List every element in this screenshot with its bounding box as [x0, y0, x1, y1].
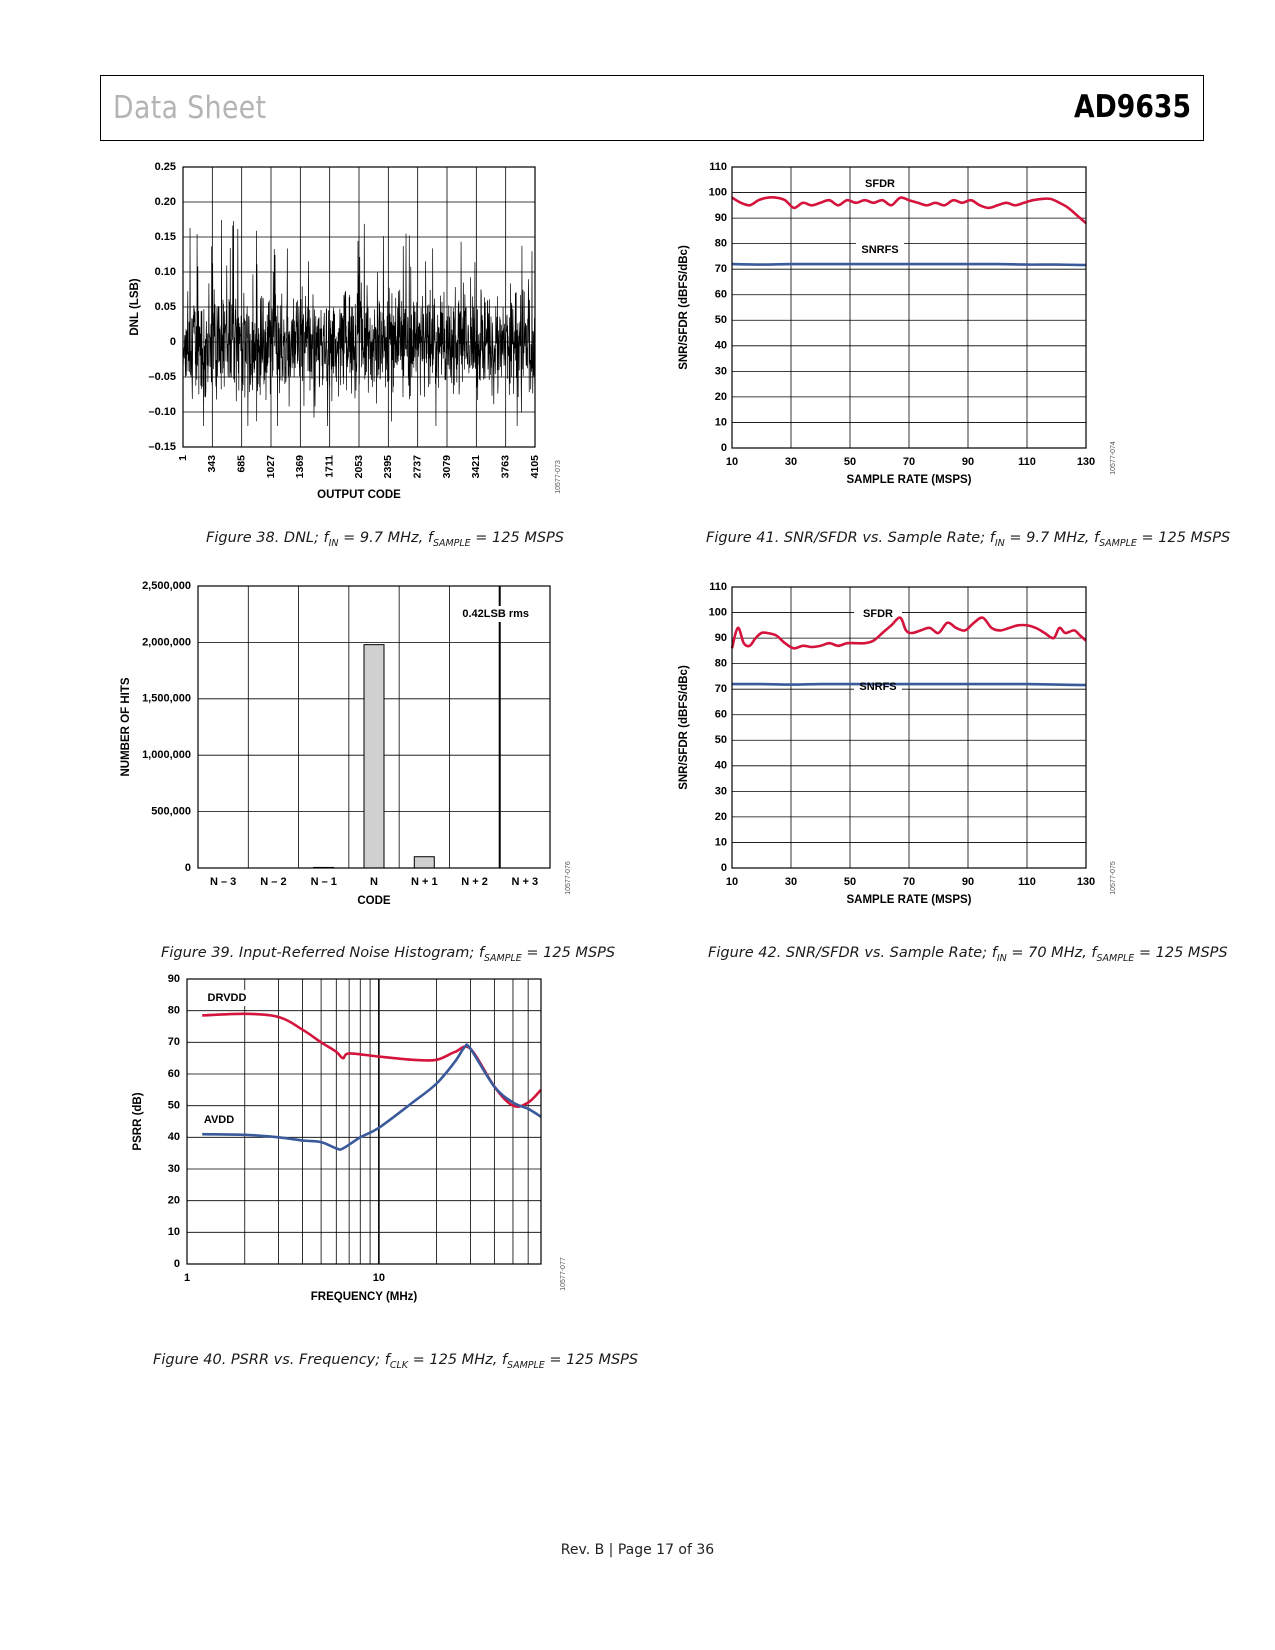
x-tick-label: 3763 — [499, 455, 512, 479]
page-header — [100, 75, 1204, 141]
y-axis-label: SNR/SFDR (dBFS/dBc) — [678, 245, 691, 370]
x-axis-label: SAMPLE RATE (MSPS) — [846, 474, 972, 487]
x-tick-label: 70 — [902, 875, 916, 888]
y-axis-label: SNR/SFDR (dBFS/dBc) — [678, 665, 691, 790]
y-tick-label: 70 — [714, 683, 727, 696]
page-footer: Rev. B | Page 17 of 36 — [560, 1542, 715, 1558]
x-axis-label: FREQUENCY (MHz) — [310, 1291, 418, 1304]
x-axis-label: CODE — [357, 895, 391, 908]
snr-sfdr-chart-70 — [678, 580, 1170, 940]
y-tick-label: 60 — [714, 288, 727, 301]
y-tick-label: 1,000,000 — [142, 749, 191, 762]
series-label-avdd: AVDD — [203, 1113, 235, 1126]
x-tick-label: 10 — [725, 455, 739, 468]
x-tick-label: 2737 — [411, 455, 424, 479]
figure-38 — [110, 160, 610, 520]
series-line-snrfs — [732, 684, 1086, 685]
x-tick-label: 110 — [1018, 875, 1036, 888]
x-tick-label: 1711 — [323, 455, 336, 478]
y-tick-label: 100 — [708, 186, 727, 199]
x-tick-label: N – 2 — [260, 875, 287, 888]
x-tick-label: 3421 — [470, 455, 483, 479]
y-tick-label: 40 — [714, 759, 727, 772]
series-line-drvdd — [202, 1014, 541, 1107]
series-line-snrfs — [732, 264, 1086, 265]
x-tick-label: 1369 — [294, 455, 307, 479]
y-tick-label: 500,000 — [151, 805, 191, 818]
y-tick-label: 40 — [167, 1131, 180, 1144]
series-label-sfdr: SFDR — [865, 177, 895, 190]
series-line-avdd — [202, 1045, 541, 1150]
y-tick-label: 20 — [167, 1194, 180, 1207]
figure-42-caption: Figure 42. SNR/SFDR vs. Sample Rate; $f_{IN} = 70$ MHz, $f_{SAMPLE} = 125$ MSPS — [708, 945, 1228, 964]
x-tick-label: N + 2 — [461, 875, 488, 888]
figure-41 — [678, 160, 1170, 520]
x-tick-label: 1027 — [264, 455, 277, 479]
x-tick-label: 90 — [961, 875, 975, 888]
x-tick-label: 343 — [206, 455, 219, 473]
series-label-snrfs: SNRFS — [859, 680, 897, 693]
y-tick-label: 80 — [714, 237, 727, 250]
y-axis-label: NUMBER OF HITS — [120, 677, 133, 777]
y-tick-label: 10 — [714, 416, 727, 429]
figure-40-caption: Figure 40. PSRR vs. Frequency; $f_{CLK} = 125$ MHz, $f_{SAMPLE} = 125$ MSPS — [153, 1352, 639, 1371]
part-number: AD9635 — [1074, 89, 1191, 125]
y-tick-label: 10 — [167, 1226, 180, 1239]
x-tick-label: 10 — [725, 875, 739, 888]
y-tick-label: –0.15 — [148, 440, 176, 453]
histogram-bar — [364, 645, 384, 868]
psrr-chart — [110, 972, 610, 1355]
y-tick-label: 0.10 — [154, 265, 176, 278]
x-tick-label: 10 — [372, 1271, 385, 1284]
figure-39-caption: Figure 39. Input-Referred Noise Histogram; $f_{SAMPLE} = 125$ MSPS — [161, 945, 616, 964]
x-tick-label: 1 — [183, 1271, 191, 1284]
figure-42 — [678, 580, 1170, 940]
figure-41-caption: Figure 41. SNR/SFDR vs. Sample Rate; $f_{IN} = 9.7$ MHz, $f_{SAMPLE} = 125$ MSPS — [706, 530, 1231, 549]
x-tick-label: 685 — [235, 455, 248, 473]
y-tick-label: 0.25 — [154, 160, 176, 173]
y-tick-label: 1,500,000 — [142, 692, 191, 705]
y-tick-label: 0.05 — [154, 300, 176, 313]
y-tick-label: 20 — [714, 390, 727, 403]
x-tick-label: N – 1 — [310, 875, 337, 888]
x-tick-label: 110 — [1018, 455, 1036, 468]
y-tick-label: 0 — [184, 861, 191, 874]
y-tick-label: 10 — [714, 836, 727, 849]
y-tick-label: 110 — [709, 160, 727, 173]
x-tick-label: 2395 — [382, 455, 395, 479]
y-tick-label: 2,000,000 — [142, 636, 191, 649]
x-tick-label: 30 — [784, 875, 798, 888]
figure-code: 10577-075 — [1110, 861, 1117, 895]
plot-frame — [187, 979, 541, 1264]
y-tick-label: 0 — [720, 441, 727, 454]
x-tick-label: 90 — [961, 455, 975, 468]
x-axis-label: SAMPLE RATE (MSPS) — [846, 894, 972, 907]
y-tick-label: 50 — [714, 734, 727, 747]
y-tick-label: 60 — [167, 1067, 180, 1080]
x-tick-label: 3079 — [440, 455, 453, 479]
y-tick-label: 90 — [167, 972, 180, 985]
y-tick-label: 100 — [708, 606, 727, 619]
y-tick-label: 50 — [167, 1099, 180, 1112]
y-tick-label: 110 — [709, 580, 727, 593]
y-tick-label: –0.05 — [148, 370, 176, 383]
figure-40 — [110, 972, 610, 1355]
y-tick-label: 90 — [714, 211, 727, 224]
y-tick-label: 30 — [714, 785, 727, 798]
y-tick-label: 30 — [167, 1162, 180, 1175]
x-axis-label: OUTPUT CODE — [317, 489, 401, 502]
rms-annotation: 0.42LSB rms — [462, 607, 530, 620]
doc-type-label: Data Sheet — [113, 90, 267, 126]
figure-38-caption: Figure 38. DNL; $f_{IN} = 9.7$ MHz, $f_{SAMPLE} = 125$ MSPS — [206, 530, 565, 549]
y-tick-label: 80 — [714, 657, 727, 670]
y-tick-label: 40 — [714, 339, 727, 352]
y-axis-label: PSRR (dB) — [132, 1092, 145, 1151]
y-tick-label: 80 — [167, 1004, 180, 1017]
snr-sfdr-chart-9p7 — [678, 160, 1170, 520]
y-axis-label: DNL (LSB) — [129, 278, 142, 336]
series-label-snrfs: SNRFS — [861, 243, 899, 256]
histogram-bar — [414, 857, 434, 868]
x-tick-label: 4105 — [528, 455, 541, 479]
y-tick-label: 90 — [714, 631, 727, 644]
x-tick-label: 50 — [843, 875, 857, 888]
x-tick-label: 30 — [784, 455, 798, 468]
figure-39 — [110, 580, 610, 940]
y-tick-label: 0 — [173, 1257, 180, 1270]
y-tick-label: 60 — [714, 708, 727, 721]
y-tick-label: 70 — [714, 263, 727, 276]
figure-code: 10577-074 — [1110, 441, 1117, 475]
x-tick-label: N – 3 — [209, 875, 237, 888]
y-tick-label: 0.20 — [154, 195, 176, 208]
y-tick-label: 2,500,000 — [142, 579, 191, 592]
x-tick-label: N — [370, 875, 378, 888]
x-tick-label: N + 1 — [410, 875, 438, 888]
x-tick-label: 1 — [176, 455, 189, 461]
figure-code: 10577-077 — [560, 1257, 567, 1291]
x-tick-label: N + 3 — [511, 875, 539, 888]
y-tick-label: 20 — [714, 810, 727, 823]
noise-histogram-chart — [110, 580, 610, 940]
figure-code: 10577-073 — [555, 460, 562, 494]
y-tick-label: 30 — [714, 365, 727, 378]
y-tick-label: 70 — [167, 1036, 180, 1049]
figure-code: 10577-076 — [565, 861, 572, 895]
series-label-sfdr: SFDR — [863, 607, 893, 620]
x-tick-label: 50 — [843, 455, 857, 468]
x-tick-label: 2053 — [352, 455, 365, 479]
y-tick-label: –0.10 — [148, 405, 176, 418]
y-tick-label: 0 — [169, 335, 176, 348]
dnl-chart — [110, 160, 610, 520]
series-label-drvdd: DRVDD — [207, 991, 247, 1004]
y-tick-label: 50 — [714, 314, 727, 327]
y-tick-label: 0 — [720, 861, 727, 874]
x-tick-label: 70 — [902, 455, 916, 468]
x-tick-label: 130 — [1076, 455, 1096, 468]
x-tick-label: 130 — [1076, 875, 1096, 888]
y-tick-label: 0.15 — [154, 230, 176, 243]
